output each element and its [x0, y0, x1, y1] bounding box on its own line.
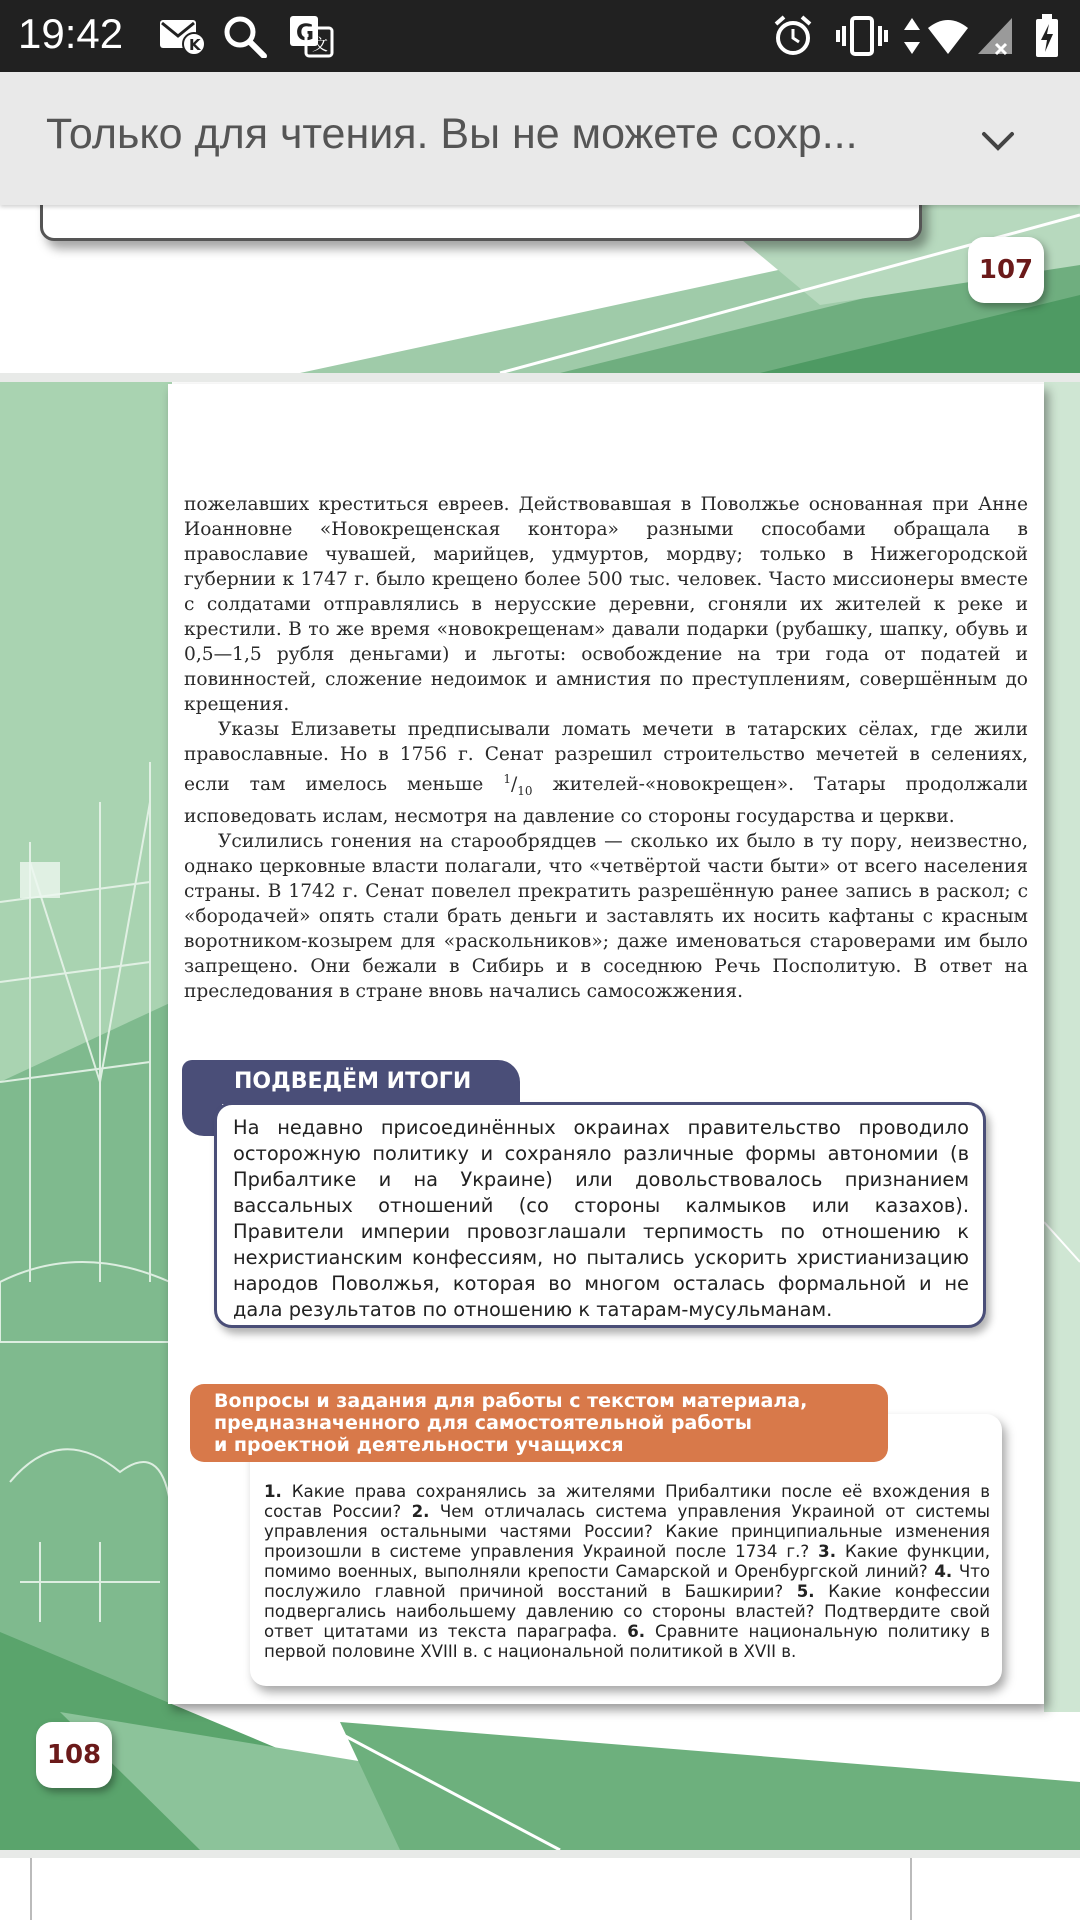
page-number-107: 107	[968, 237, 1044, 303]
question-1-number: 1.	[264, 1482, 282, 1501]
main-text	[184, 492, 1028, 1004]
questions-list	[264, 1482, 990, 1662]
next-page-edge	[0, 1858, 1080, 1920]
paragraph-2-part-2: жителей-«новокрещен». Татары продолжали исповедовать ислам, несмотря на давление со стороны государства и церкви.	[184, 774, 1028, 827]
summary-box: На недавно присоединённых окраинах правительство проводило осторожную политику и сохраняло различные формы автономии (в Прибалтике и на Украине) или довольствовалось признанием вассальных отношений (со стороны калмыков или казахов). Правители империи провозглашали терпимость по отношению к нехристианским конфессиям, но пытались ускорить христианизацию народов Поволжья, которая во многом осталась формальной и не дала результатов по отношению к татарам-мусульманам.	[214, 1102, 986, 1328]
questions-heading-line-2: предназначенного для самостоятельной работы	[214, 1412, 752, 1434]
questions-heading-line-1: Вопросы и задания для работы с текстом материала,	[214, 1390, 808, 1412]
read-only-banner-text: Только для чтения. Вы не можете сохр...	[46, 110, 858, 158]
question-4-text: Что послужило главной причиной восстаний в Башкирии?	[264, 1562, 991, 1601]
battery-charging-icon	[1034, 14, 1060, 58]
data-arrows-icon	[902, 14, 922, 58]
paragraph-3: Усилились гонения на старообрядцев — сколько их было в ту пору, неизвестно, однако церковные власти полагали, что «четвёртой части быти» от всего населения страны. В 1742 г. Сенат повелел прекратить разрешённую ранее запись в раскол; с «бородачей» опять стали брать деньги и заставлять их носить кафтаны с красным воротником-козырем для «раскольников»; даже именоваться староверами им было запрещено. Они бежали в Сибирь и в соседнюю Речь Посполитую. В ответ на преследования в стране вновь начались самосожжения.	[184, 830, 1028, 1002]
chevron-down-icon[interactable]	[976, 120, 1020, 164]
question-1-text: Какие права сохранялись за жителями Прибалтики после её вхождения в состав России?	[264, 1482, 990, 1521]
read-only-banner[interactable]	[0, 72, 1080, 205]
question-5-text: Какие конфессии подвергались наибольшему давлению со стороны властей? Подтвердите свой ответ цитатами из текста параграфа.	[264, 1582, 990, 1641]
paragraph-1: пожелавших креститься евреев. Действовавшая в Поволжье основанная при Анне Иоанновне «Новокрещенская контора» разными способами обращала в православие чувашей, марийцев, удмуртов, мордву; только в Нижегородской губернии к 1747 г. было крещено более 500 тыс. человек. Часто миссионеры вместе с солдатами отправлялись в нерусские деревни, сгоняли их жителей к реке и крестили. В то же время «новокрещенам» давали подарки (рубашку, шапку, обувь и 0,5—1,5 рубля деньгами) и льготы: освобождение на три года от податей и повинностей, сложение недоимок и амнистия по преступлениям, совершённым до крещения.	[184, 494, 1028, 715]
question-2-number: 2.	[411, 1502, 430, 1521]
question-6-text: Сравните национальную политику в первой половине XVIII в. с национальной политикой в XVII в.	[264, 1622, 991, 1661]
vibrate-icon	[836, 14, 888, 58]
signal-icon	[976, 14, 1016, 58]
next-page-border	[30, 1858, 912, 1920]
page-108[interactable]	[0, 382, 1080, 1850]
status-bar	[0, 0, 1080, 72]
search-icon	[222, 14, 268, 58]
translate-icon	[288, 14, 334, 58]
page-number-108: 108	[36, 1722, 112, 1788]
questions-heading-line-3: и проектной деятельности учащихся	[214, 1434, 624, 1456]
svg-text:文: 文	[312, 35, 329, 54]
summary-heading: ПОДВЕДЁМ ИТОГИ	[182, 1060, 520, 1104]
svg-text:K: K	[189, 36, 201, 54]
paragraph-2: Указы Елизаветы предписывали ломать мечети в татарских сёлах, где жили православные. Но в 1756 г. Сенат разрешил строительство мечетей в селениях, если там имелось меньше $^1/_{10}$ жителей-«новокрещен». Татары продолжали исповедовать ислам, несмотря на давление со стороны государства и церкви.	[184, 719, 1028, 827]
question-5-number: 5.	[796, 1582, 815, 1601]
question-4-number: 4.	[934, 1562, 953, 1581]
question-2-text: Чем отличалась система управления Украиной от системы управления остальными частями России? Какие принципиальные изменения произошли в системе управления Украиной после 1734 г.?	[264, 1502, 990, 1561]
questions-heading	[190, 1384, 888, 1462]
question-3-text: Какие функции, помимо военных, выполняли крепости Самарской и Оренбургской линий?	[264, 1542, 991, 1581]
fraction-numerator: 1	[503, 772, 511, 786]
paragraph-2-part-1: Указы Елизаветы предписывали ломать мечети в татарских сёлах, где жили православные. Но в 1756 г. Сенат разрешил строительство мечетей в селениях, если там имелось меньше	[184, 719, 1028, 796]
fraction-denominator: 10	[517, 783, 533, 798]
page-107-fragment	[0, 205, 1080, 373]
mail-k-icon	[158, 14, 206, 58]
clock: 19:42	[18, 10, 124, 57]
wifi-icon	[926, 14, 970, 58]
svg-text:G: G	[296, 21, 315, 46]
question-3-number: 3.	[818, 1542, 837, 1561]
previous-page-box	[40, 205, 922, 241]
question-6-number: 6.	[627, 1622, 646, 1641]
alarm-icon	[772, 14, 814, 58]
